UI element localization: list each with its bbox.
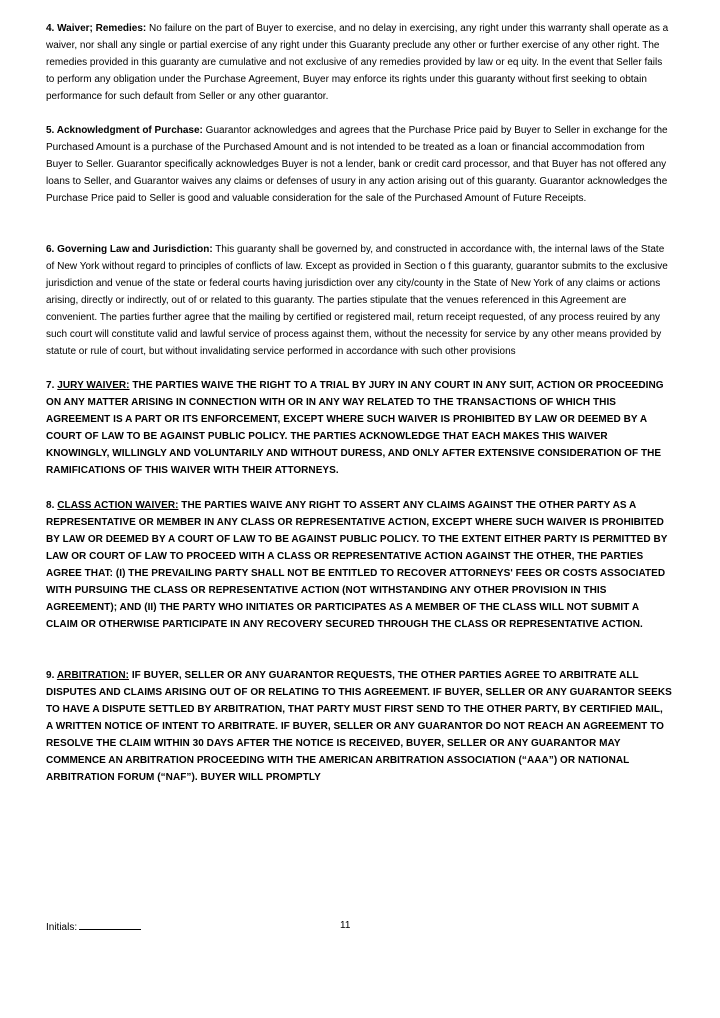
- section-5-body: Guarantor acknowledges and agrees that the Purchase Price paid by Buyer to Seller in exchange for the Purchased Amount is a purchase of the Purchased Amount and is not intended to be treated as a loan or financial accommodation from Buyer to Seller. Guarantor specifically acknowledges Buyer is not a lender, bank or credit card processor, and that Buyer has not offered any loans to Seller, and Guarantor waives any claims or defenses of usury in any action arising out of this guaranty. Guarantor acknowledges the Purchase Price paid to Seller is good and valuable consideration for the sale of the Purchased Amount of Future Receipts.: [46, 125, 668, 204]
- section-5-acknowledgment: [46, 122, 672, 207]
- section-4-body: No failure on the part of Buyer to exercise, and no delay in exercising, any right under this warranty shall operate as a waiver, nor shall any single or partial exercise of any right under this Guaranty preclude any other or further exercise of any other right. The remedies provided in this guaranty are cumulative and not exclusive of any remedies provided by law or eq uity. In the event that Seller fails to perform any obligation under the Purchase Agreement, Buyer may enforce its rights under this guaranty without first seeking to obtain performance for such default from Seller or any other guarantor.: [46, 23, 669, 102]
- initials-field: [46, 919, 141, 935]
- section-9-heading: ARBITRATION:: [56, 670, 129, 681]
- section-9-body: IF BUYER, SELLER OR ANY GUARANTOR REQUESTS, THE OTHER PARTIES AGREE TO ARBITRATE ALL DISPUTES AND CLAIMS ARISING OUT OF OR RELATING TO THIS AGREEMENT. IF BUYER, SELLER OR ANY GUARANTOR SEEKS TO HAVE A DISPUTE SETTLED BY ARBITRATION, THAT PARTY MUST FIRST SEND TO THE OTHER PARTY, BY CERTIFIED MAIL, A WRITTEN NOTICE OF INTENT TO ARBITRATE. IF BUYER, SELLER OR ANY GUARANTOR DO NOT REACH AN AGREEMENT TO RESOLVE THE CLAIM WITHIN 30 DAYS AFTER THE NOTICE IS RECEIVED, BUYER, SELLER OR ANY GUARANTOR MAY COMMENCE AN ARBITRATION PROCEEDING WITH THE AMERICAN ARBITRATION ASSOCIATION (“AAA”) OR NATIONAL ARBITRATION FORUM (“NAF”). BUYER WILL PROMPTLY: [46, 670, 672, 783]
- section-9-paragraph: [46, 667, 672, 786]
- section-7-heading: JURY WAIVER:: [57, 380, 130, 391]
- section-8-body: THE PARTIES WAIVE ANY RIGHT TO ASSERT ANY CLAIMS AGAINST THE OTHER PARTY AS A REPRESENTATIVE OR MEMBER IN ANY CLASS OR REPRESENTATIVE ACTION, EXCEPT WHERE SUCH WAIVER IS PROHIBITED BY LAW OR DEEMED BY A COURT OF LAW TO BE AGAINST PUBLIC POLICY. TO THE EXTENT EITHER PARTY IS PERMITTED BY LAW OR COURT OF LAW TO PROCEED WITH A CLASS OR REPRESENTATIVE ACTION AGAINST THE OTHER, THE PARTIES AGREE THAT: (I) THE PREVAILING PARTY SHALL NOT BE ENTITLED TO RECOVER ATTORNEYS' FEES OR COSTS ASSOCIATED WITH PURSUING THE CLASS OR REPRESENTATIVE ACTION (NOT WITHSTANDING ANY OTHER PROVISION IN THIS AGREEMENT); AND (II) THE PARTY WHO INITIATES OR PARTICIPATES AS A MEMBER OF THE CLASS WILL NOT SUBMIT A CLAIM OR OTHERWISE PARTICIPATE IN ANY RECOVERY SECURED THROUGH THE CLASS OR REPRESENTATIVE ACTION.: [46, 500, 668, 630]
- section-5-paragraph: [46, 122, 672, 207]
- section-7-paragraph: [46, 377, 672, 479]
- section-6-body: This guaranty shall be governed by, and constructed in accordance with, the internal laws of the State of New York without regard to principles of conflicts of law. Except as provided in Section o f this guaranty, guarantor submits to the exclusive jurisdiction and venue of the state or federal courts having jurisdiction over any city/county in the State of New York of any claims or actions arising, directly or indirectly, out of or related to this guaranty. The parties stipulate that the venues referenced in this Agreement are convenient. The parties further agree that the mailing by certified or registered mail, return receipt requested, of any process reuired by any such court will constitute valid and lawful service of process against them, without the necessity for service by any other means provided by statute or rule of court, but without invalidating service performed in accordance with such other provisions: [46, 244, 668, 357]
- section-9-number: 9.: [46, 670, 57, 681]
- section-8-class-action-waiver: [46, 497, 672, 633]
- section-6-governing-law: [46, 241, 672, 360]
- section-6-paragraph: [46, 241, 672, 360]
- section-4-paragraph: [46, 20, 672, 105]
- section-4-heading: 4. Waiver; Remedies:: [46, 23, 147, 34]
- initials-blank-line: [79, 919, 141, 930]
- section-7-jury-waiver: [46, 377, 672, 479]
- section-9-arbitration: [46, 667, 672, 786]
- section-8-heading: CLASS ACTION WAIVER:: [57, 500, 179, 511]
- section-8-number: 8.: [46, 500, 58, 511]
- section-5-heading: 5. Acknowledgment of Purchase:: [46, 125, 203, 136]
- page-number: 11: [340, 920, 351, 931]
- section-8-paragraph: [46, 497, 672, 633]
- section-7-body: THE PARTIES WAIVE THE RIGHT TO A TRIAL BY JURY IN ANY COURT IN ANY SUIT, ACTION OR PROCEEDING ON ANY MATTER ARISING IN CONNECTION WITH OR IN ANY WAY RELATED TO THE TRANSACTIONS OF WHICH THIS AGREEMENT IS A PART OR ITS ENFORCEMENT, EXCEPT WHERE SUCH WAIVER IS PROHIBITED BY LAW OR DEEMED BY A COURT OF LAW TO BE AGAINST PUBLIC POLICY. THE PARTIES ACKNOWLEDGE THAT EACH MAKES THIS WAIVER KNOWINGLY, WILLINGLY AND VOLUNTARILY AND WITHOUT DURESS, AND ONLY AFTER EXTENSIVE CONSIDERATION OF THE RAMIFICATIONS OF THIS WAIVER WITH THEIR ATTORNEYS.: [46, 380, 664, 476]
- initials-label: Initials:: [46, 922, 78, 933]
- section-6-heading: 6. Governing Law and Jurisdiction:: [46, 244, 213, 255]
- section-7-number: 7.: [46, 380, 58, 391]
- section-4-waiver-remedies: [46, 20, 672, 105]
